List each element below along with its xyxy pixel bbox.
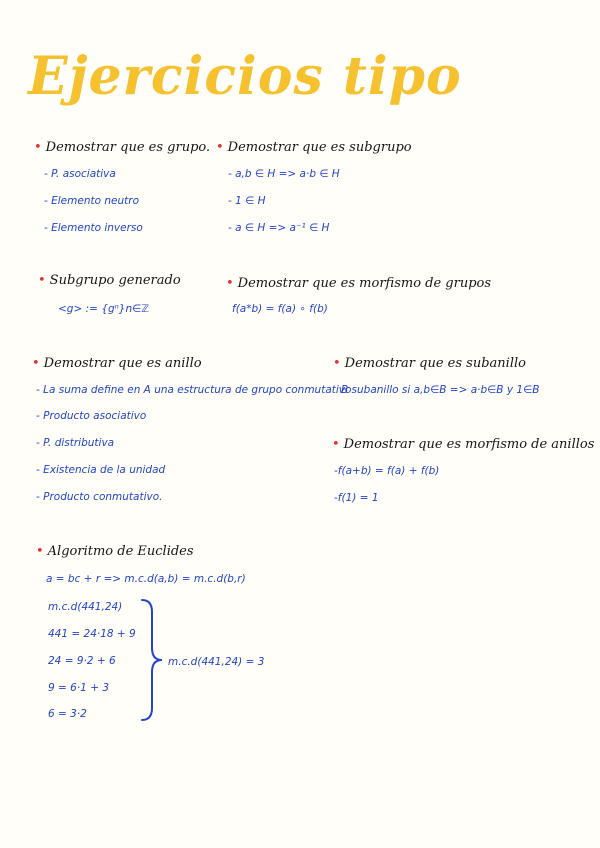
heading-subanillo xyxy=(333,356,526,371)
euclides-step: 6 = 3·2 xyxy=(48,708,87,720)
heading-euclides xyxy=(36,544,194,559)
euclides-result: m.c.d(441,24) = 3 xyxy=(168,656,265,668)
euclides-step: 24 = 9·2 + 6 xyxy=(48,655,116,667)
euclides-step: 9 = 6·1 + 3 xyxy=(48,682,110,694)
bullet: • xyxy=(38,273,46,288)
heading-subgrupo-generado-label: Subgrupo generado xyxy=(49,273,181,288)
bullet: • xyxy=(36,544,44,559)
list-item: - a ∈ H => a⁻¹ ∈ H xyxy=(228,222,330,234)
bullet: • xyxy=(216,140,224,155)
heading-anillo-label: Demostrar que es anillo xyxy=(43,356,202,371)
list-item: - P. distributiva xyxy=(36,437,115,449)
list-item: - Elemento neutro xyxy=(44,195,139,207)
heading-subgrupo-generado xyxy=(38,273,181,288)
list-item: -f(1) = 1 xyxy=(334,492,379,504)
list-item: - Producto conmutativo. xyxy=(36,491,163,503)
euclides-step: 441 = 24·18 + 9 xyxy=(48,628,136,640)
heading-subgrupo xyxy=(216,140,412,155)
list-item: -f(a+b) = f(a) + f(b) xyxy=(334,465,440,477)
bullet: • xyxy=(332,437,340,452)
page-title: Ejercicios tipo xyxy=(28,46,462,107)
heading-euclides-label: Algoritmo de Euclides xyxy=(47,544,194,559)
euclides-step: m.c.d(441,24) xyxy=(48,601,123,613)
list-item: - P. asociativa xyxy=(44,168,116,180)
list-item: f(a*b) = f(a) ∘ f(b) xyxy=(232,303,328,315)
list-item: B subanillo si a,b∈B => a·b∈B y 1∈B xyxy=(341,384,540,396)
heading-subgrupo-label: Demostrar que es subgrupo xyxy=(227,140,412,155)
heading-anillo xyxy=(32,356,202,371)
curly-brace xyxy=(138,598,168,722)
list-item: - a,b ∈ H => a·b ∈ H xyxy=(228,168,340,180)
bullet: • xyxy=(333,356,341,371)
list-item: - 1 ∈ H xyxy=(228,195,266,207)
list-item: - Existencia de la unidad xyxy=(36,464,166,476)
heading-morfismo-anillos xyxy=(332,437,594,452)
heading-morfismo-grupos xyxy=(226,276,491,291)
list-item: - La suma define en A una estructura de grupo conmutativo xyxy=(36,384,352,396)
heading-grupo xyxy=(34,140,210,155)
bullet: • xyxy=(34,140,42,155)
heading-grupo-label: Demostrar que es grupo. xyxy=(45,140,211,155)
list-item: <g> := {gⁿ}n∈ℤ xyxy=(58,303,150,315)
bullet: • xyxy=(32,356,40,371)
list-item: - Elemento inverso xyxy=(44,222,143,234)
euclides-rule: a = bc + r => m.c.d(a,b) = m.c.d(b,r) xyxy=(46,573,246,585)
heading-subanillo-label: Demostrar que es subanillo xyxy=(344,356,526,371)
list-item: - Producto asociativo xyxy=(36,410,147,422)
heading-morfismo-grupos-label: Demostrar que es morfismo de grupos xyxy=(237,276,492,291)
bullet: • xyxy=(226,276,234,291)
heading-morfismo-anillos-label: Demostrar que es morfismo de anillos xyxy=(343,437,595,452)
